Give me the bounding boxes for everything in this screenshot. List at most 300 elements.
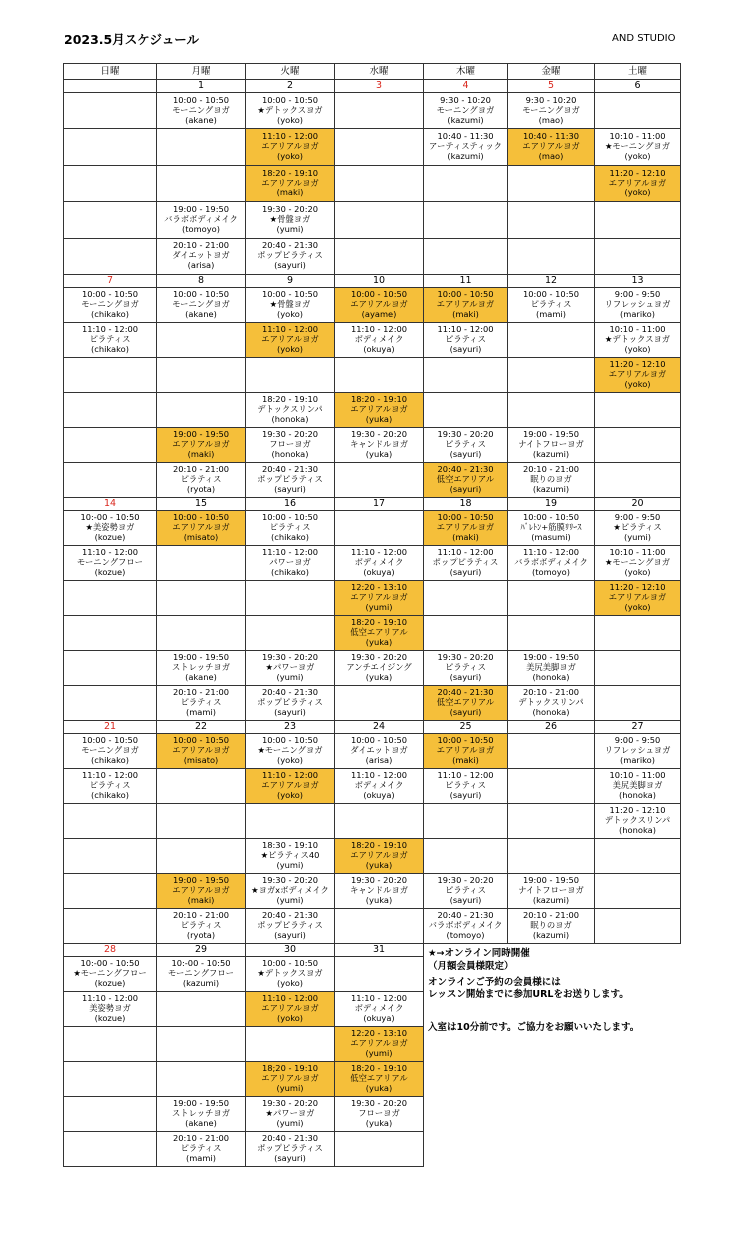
class-time: 11:10 - 12:00 — [261, 131, 319, 142]
class-cell[interactable] — [157, 873, 246, 908]
class-cell[interactable] — [246, 287, 335, 322]
class-cell[interactable] — [64, 287, 157, 322]
class-time: 10:00 - 10:50 — [81, 289, 139, 300]
weekday-header: 日曜 — [64, 64, 157, 80]
weekday-header: 火曜 — [246, 64, 335, 80]
class-instructor: (akane) — [185, 308, 217, 319]
class-cell[interactable] — [246, 650, 335, 685]
class-cell[interactable] — [595, 322, 681, 357]
date-cell: 2 — [246, 80, 335, 93]
class-cell[interactable] — [595, 580, 681, 615]
class-cell[interactable] — [424, 733, 508, 768]
class-name: ポップピラティス — [257, 919, 323, 930]
empty-cell — [64, 1061, 157, 1096]
class-name: ストレッチヨガ — [172, 1107, 230, 1118]
class-cell[interactable] — [335, 733, 424, 768]
empty-cell — [64, 427, 157, 462]
empty-cell — [64, 165, 157, 201]
class-cell[interactable] — [335, 1061, 424, 1096]
class-time: 11:10 - 12:00 — [261, 547, 319, 558]
class-cell[interactable] — [508, 908, 595, 943]
class-instructor: (yumi) — [276, 894, 304, 905]
class-name: ダイエットヨガ — [172, 250, 230, 261]
class-instructor: (sayuri) — [274, 1152, 306, 1163]
class-name: バラボボディメイク — [428, 919, 503, 930]
class-name: ボディメイク — [354, 779, 404, 790]
class-time: 11:10 - 12:00 — [81, 993, 139, 1004]
class-time: 11:10 - 12:00 — [350, 324, 408, 335]
class-cell[interactable] — [424, 93, 508, 129]
class-cell[interactable] — [246, 956, 335, 991]
class-name: デトックスリンパ — [518, 696, 584, 707]
date-cell: 27 — [595, 720, 681, 733]
class-time: 19:30 - 20:20 — [437, 652, 494, 663]
class-name: エアリアルヨガ — [436, 744, 495, 755]
empty-cell — [424, 238, 508, 274]
class-name: ★ヨガxボディメイク — [251, 884, 329, 895]
class-cell[interactable] — [157, 510, 246, 545]
class-instructor: (yoko) — [276, 114, 304, 125]
class-instructor: (yoko) — [624, 343, 651, 354]
class-cell[interactable] — [246, 510, 335, 545]
empty-cell — [508, 838, 595, 873]
weekday-header: 水曜 — [335, 64, 424, 80]
weekday-header: 土曜 — [595, 64, 681, 80]
class-time: 19:30 - 20:20 — [350, 429, 408, 440]
class-cell[interactable] — [157, 238, 246, 274]
class-cell[interactable] — [595, 129, 681, 165]
class-cell[interactable] — [508, 427, 595, 462]
class-cell[interactable] — [64, 768, 157, 803]
class-cell[interactable] — [246, 768, 335, 803]
class-cell[interactable] — [157, 1131, 246, 1166]
class-time: 19:30 - 20:20 — [350, 875, 408, 886]
slot-row — [64, 510, 681, 545]
class-name: モーニングヨガ — [172, 104, 230, 115]
class-cell[interactable] — [595, 768, 681, 803]
class-cell[interactable] — [335, 322, 424, 357]
class-cell[interactable] — [508, 650, 595, 685]
empty-cell — [335, 165, 424, 201]
empty-cell — [246, 615, 335, 650]
class-name: ピラティス — [530, 298, 572, 309]
class-cell[interactable] — [424, 908, 508, 943]
class-name: ポップピラティス — [257, 1142, 323, 1153]
class-time: 11:10 - 12:00 — [522, 547, 580, 558]
class-time: 19:30 - 20:20 — [350, 1098, 408, 1109]
entry-notice — [428, 1022, 681, 1035]
date-cell: 4 — [424, 80, 508, 93]
class-time: 10:00 - 10:50 — [172, 735, 230, 746]
class-instructor: (yuka) — [365, 636, 393, 647]
class-instructor: (yuka) — [365, 1082, 393, 1093]
class-cell[interactable] — [157, 733, 246, 768]
class-cell[interactable] — [246, 202, 335, 238]
class-time: 20:40 - 21:30 — [261, 240, 319, 251]
class-name: エアリアルヨガ — [608, 368, 667, 379]
class-cell[interactable] — [424, 650, 508, 685]
class-cell[interactable] — [246, 838, 335, 873]
class-cell[interactable] — [595, 357, 681, 392]
class-name: フローヨガ — [269, 438, 311, 449]
class-instructor: (yumi) — [276, 1117, 304, 1128]
date-cell: 13 — [595, 274, 681, 287]
empty-cell — [157, 803, 246, 838]
class-name: エアリアルヨガ — [350, 1037, 408, 1048]
class-cell[interactable] — [246, 462, 335, 497]
class-cell[interactable] — [335, 650, 424, 685]
class-cell[interactable] — [335, 768, 424, 803]
class-time: 10:40 - 11:30 — [437, 131, 494, 142]
online-notice-line: （月額会員様限定） — [428, 960, 514, 972]
class-name: バラボボディメイク — [164, 213, 238, 224]
class-cell[interactable] — [335, 287, 424, 322]
class-instructor: (kazumi) — [447, 151, 484, 162]
class-cell[interactable] — [157, 685, 246, 720]
slot-row — [64, 545, 681, 580]
class-instructor: (kazumi) — [532, 929, 570, 940]
class-name: エアリアルヨガ — [261, 779, 319, 790]
class-name: キャンドルヨガ — [349, 438, 409, 449]
empty-cell — [64, 615, 157, 650]
empty-cell — [64, 357, 157, 392]
class-name: アンチエイジング — [346, 661, 412, 672]
class-instructor: (okuya) — [363, 566, 395, 577]
slot-row — [64, 838, 681, 873]
slot-row — [64, 908, 681, 943]
class-cell[interactable] — [246, 1096, 335, 1131]
empty-cell — [595, 392, 681, 427]
class-time: 10:00 - 10:50 — [350, 289, 408, 300]
date-cell: 22 — [157, 720, 246, 733]
class-cell[interactable] — [157, 93, 246, 129]
empty-cell — [64, 462, 157, 497]
class-cell[interactable] — [335, 838, 424, 873]
class-cell[interactable] — [424, 427, 508, 462]
empty-cell — [595, 238, 681, 274]
class-cell[interactable] — [246, 545, 335, 580]
class-name: エアリアルヨガ — [522, 141, 580, 152]
class-cell[interactable] — [246, 129, 335, 165]
class-instructor: (okuya) — [363, 343, 395, 354]
empty-cell — [64, 1026, 157, 1061]
class-instructor: (chikako) — [91, 754, 129, 765]
date-cell: 11 — [424, 274, 508, 287]
date-cell: 16 — [246, 497, 335, 510]
class-name: エアリアルヨガ — [436, 298, 495, 309]
slot-row — [64, 768, 681, 803]
slot-row — [64, 462, 681, 497]
class-cell[interactable] — [508, 510, 595, 545]
class-time: 10:-00 - 10:50 — [80, 512, 140, 523]
class-instructor: (honoka) — [271, 448, 309, 459]
class-instructor: (yumi) — [365, 1047, 393, 1058]
class-cell[interactable] — [595, 510, 681, 545]
class-name: エアリアルヨガ — [261, 177, 319, 188]
class-cell[interactable] — [595, 545, 681, 580]
class-cell[interactable] — [157, 462, 246, 497]
class-name: ピラティス — [180, 473, 222, 484]
class-instructor: (sayuri) — [449, 706, 482, 717]
empty-cell — [64, 202, 157, 238]
class-instructor: (maki) — [276, 187, 304, 198]
class-instructor: (kozue) — [94, 566, 126, 577]
class-time: 12:20 - 13:10 — [350, 582, 408, 593]
class-cell[interactable] — [595, 803, 681, 838]
class-name: ピラティス — [180, 696, 222, 707]
class-cell[interactable] — [424, 545, 508, 580]
class-instructor: (akane) — [185, 114, 217, 125]
class-instructor: (kazumi) — [182, 977, 220, 988]
class-instructor: (yoko) — [276, 977, 304, 988]
class-time: 19:00 - 19:50 — [172, 429, 230, 440]
class-instructor: (akane) — [185, 671, 217, 682]
class-name: エアリアルヨガ — [172, 438, 230, 449]
empty-cell — [157, 768, 246, 803]
class-instructor: (honoka) — [619, 824, 656, 835]
class-name: ピラティス — [445, 333, 486, 344]
class-cell[interactable] — [424, 462, 508, 497]
class-instructor: (yoko) — [276, 151, 304, 162]
class-cell[interactable] — [508, 287, 595, 322]
class-name: モーニングヨガ — [81, 744, 139, 755]
class-cell[interactable] — [595, 733, 681, 768]
slot-row — [64, 392, 681, 427]
class-instructor: (chikako) — [271, 566, 309, 577]
class-cell[interactable] — [424, 510, 508, 545]
date-cell: 12 — [508, 274, 595, 287]
date-cell: 8 — [157, 274, 246, 287]
class-cell[interactable] — [246, 1061, 335, 1096]
class-cell[interactable] — [246, 685, 335, 720]
weekday-header-row — [64, 64, 681, 80]
class-cell[interactable] — [246, 165, 335, 201]
class-name: ★骨盤ヨガ — [269, 213, 311, 224]
empty-cell — [64, 1096, 157, 1131]
class-name: リフレッシュヨガ — [604, 298, 671, 309]
class-cell[interactable] — [335, 580, 424, 615]
date-cell: 15 — [157, 497, 246, 510]
class-name: エアリアルヨガ — [350, 403, 408, 414]
class-name: キャンドルヨガ — [349, 884, 409, 895]
empty-cell — [595, 685, 681, 720]
empty-cell — [595, 93, 681, 129]
class-cell[interactable] — [246, 392, 335, 427]
class-cell[interactable] — [424, 873, 508, 908]
class-name: ピラティス — [445, 661, 486, 672]
class-name: デトックスリンパ — [604, 814, 671, 825]
class-cell[interactable] — [508, 93, 595, 129]
class-time: 19:00 - 19:50 — [172, 875, 230, 886]
class-time: 11:20 - 12:10 — [609, 805, 666, 816]
class-cell[interactable] — [157, 1096, 246, 1131]
class-time: 19:30 - 20:20 — [261, 203, 319, 214]
class-instructor: (misato) — [183, 531, 219, 542]
class-instructor: (mao) — [538, 151, 564, 162]
class-instructor: (yoko) — [276, 754, 304, 765]
class-cell[interactable] — [508, 685, 595, 720]
empty-cell — [424, 580, 508, 615]
class-cell[interactable] — [424, 685, 508, 720]
class-name: エアリアルヨガ — [261, 333, 319, 344]
empty-cell — [508, 580, 595, 615]
slot-row — [64, 650, 681, 685]
slot-row — [64, 357, 681, 392]
class-cell[interactable] — [246, 1131, 335, 1166]
class-cell[interactable] — [508, 873, 595, 908]
class-time: 18;20 - 19:10 — [261, 1063, 319, 1074]
class-cell[interactable] — [64, 956, 157, 991]
date-cell: 10 — [335, 274, 424, 287]
class-instructor: (yoko) — [624, 566, 651, 577]
class-time: 19:30 - 20:20 — [437, 429, 494, 440]
class-time: 11:10 - 12:00 — [81, 547, 139, 558]
class-name: ポップピラティス — [257, 696, 323, 707]
class-instructor: (misato) — [183, 754, 219, 765]
empty-cell — [246, 803, 335, 838]
class-cell[interactable] — [157, 956, 246, 991]
class-cell[interactable] — [424, 129, 508, 165]
class-cell[interactable] — [335, 991, 424, 1026]
class-time: 20:40 - 21:30 — [261, 464, 319, 475]
class-instructor: (yoko) — [276, 308, 304, 319]
class-instructor: (yuka) — [365, 413, 393, 424]
class-time: 11:10 - 12:00 — [81, 770, 139, 781]
class-time: 19:00 - 19:50 — [172, 1098, 230, 1109]
class-time: 10:40 - 11:30 — [522, 131, 580, 142]
class-time: 18:20 - 19:10 — [350, 394, 408, 405]
empty-cell — [508, 733, 595, 768]
class-cell[interactable] — [246, 427, 335, 462]
notes-block — [424, 943, 681, 1166]
class-cell[interactable] — [64, 322, 157, 357]
class-instructor: (masumi) — [531, 531, 571, 542]
empty-cell — [424, 838, 508, 873]
slot-row — [64, 93, 681, 129]
class-cell[interactable] — [246, 991, 335, 1026]
class-time: 11:10 - 12:00 — [261, 993, 319, 1004]
class-cell[interactable] — [64, 545, 157, 580]
class-instructor: (chikako) — [91, 343, 129, 354]
class-instructor: (honoka) — [532, 671, 570, 682]
class-instructor: (yoko) — [624, 151, 651, 162]
date-cell — [64, 80, 157, 93]
class-cell[interactable] — [424, 322, 508, 357]
class-name: ボディメイク — [354, 556, 404, 567]
class-instructor: (maki) — [187, 448, 215, 459]
class-time: 9:30 - 10:20 — [440, 94, 491, 105]
class-instructor: (akane) — [185, 1117, 217, 1128]
class-cell[interactable] — [64, 991, 157, 1026]
date-cell: 9 — [246, 274, 335, 287]
class-instructor: (honoka) — [271, 413, 309, 424]
class-time: 19:00 - 19:50 — [172, 203, 230, 214]
class-cell[interactable] — [595, 165, 681, 201]
class-time: 10:10 - 11:00 — [609, 770, 666, 781]
date-cell: 3 — [335, 80, 424, 93]
class-cell[interactable] — [335, 392, 424, 427]
class-cell[interactable] — [157, 650, 246, 685]
class-name: ピラティス — [269, 521, 311, 532]
class-cell[interactable] — [246, 93, 335, 129]
class-cell[interactable] — [335, 873, 424, 908]
class-cell[interactable] — [424, 287, 508, 322]
class-cell[interactable] — [246, 322, 335, 357]
class-instructor: (ayame) — [361, 308, 397, 319]
class-name: リフレッシュヨガ — [604, 744, 671, 755]
class-cell[interactable] — [64, 733, 157, 768]
class-name: ★モーニングフロー — [73, 967, 147, 978]
empty-cell — [246, 1026, 335, 1061]
class-time: 10:00 - 10:50 — [81, 735, 139, 746]
empty-cell — [508, 238, 595, 274]
class-time: 18:20 - 19:10 — [350, 617, 408, 628]
class-instructor: (mariko) — [620, 754, 655, 765]
class-cell[interactable] — [424, 768, 508, 803]
class-cell[interactable] — [157, 427, 246, 462]
empty-cell — [508, 202, 595, 238]
class-instructor: (chikako) — [271, 531, 309, 542]
class-time: 19:00 - 19:50 — [522, 429, 580, 440]
class-cell[interactable] — [508, 545, 595, 580]
class-cell[interactable] — [335, 1096, 424, 1131]
empty-cell — [595, 838, 681, 873]
class-time: 9:00 - 9:50 — [614, 735, 661, 746]
class-instructor: (maki) — [452, 531, 479, 542]
empty-cell — [64, 650, 157, 685]
class-name: フローヨガ — [358, 1107, 400, 1118]
class-cell[interactable] — [246, 873, 335, 908]
class-instructor: (kazumi) — [532, 448, 570, 459]
empty-cell — [157, 392, 246, 427]
date-cell: 30 — [246, 943, 335, 956]
empty-cell — [424, 202, 508, 238]
class-instructor: (kozue) — [94, 977, 126, 988]
class-instructor: (sayuri) — [449, 894, 482, 905]
class-cell[interactable] — [508, 462, 595, 497]
class-name: デトックスリンパ — [257, 403, 323, 414]
class-cell[interactable] — [246, 908, 335, 943]
slot-row — [64, 165, 681, 201]
class-name: ピラティス — [445, 779, 486, 790]
slot-row — [64, 803, 681, 838]
class-cell[interactable] — [335, 1026, 424, 1061]
class-cell[interactable] — [335, 427, 424, 462]
class-name: エアリアルヨガ — [350, 298, 408, 309]
class-cell[interactable] — [157, 287, 246, 322]
class-cell[interactable] — [246, 238, 335, 274]
class-instructor: (yuka) — [365, 671, 393, 682]
class-instructor: (sayuri) — [449, 671, 482, 682]
class-time: 20:10 - 21:00 — [172, 240, 230, 251]
date-cell: 31 — [335, 943, 424, 956]
class-cell[interactable] — [64, 510, 157, 545]
booking-notice-line: レッスン開始までに参加URLをお送りします。 — [428, 989, 629, 1001]
class-cell[interactable] — [157, 908, 246, 943]
class-cell[interactable] — [157, 202, 246, 238]
class-cell[interactable] — [335, 545, 424, 580]
class-name: モーニングフロー — [77, 556, 143, 567]
class-cell[interactable] — [595, 287, 681, 322]
class-time: 9:30 - 10:20 — [525, 94, 577, 105]
class-name: 低空エアリアル — [350, 1072, 408, 1083]
class-time: 20:10 - 21:00 — [172, 687, 230, 698]
slot-row — [64, 238, 681, 274]
empty-cell — [595, 873, 681, 908]
class-cell[interactable] — [508, 129, 595, 165]
class-cell[interactable] — [335, 615, 424, 650]
class-cell[interactable] — [246, 733, 335, 768]
